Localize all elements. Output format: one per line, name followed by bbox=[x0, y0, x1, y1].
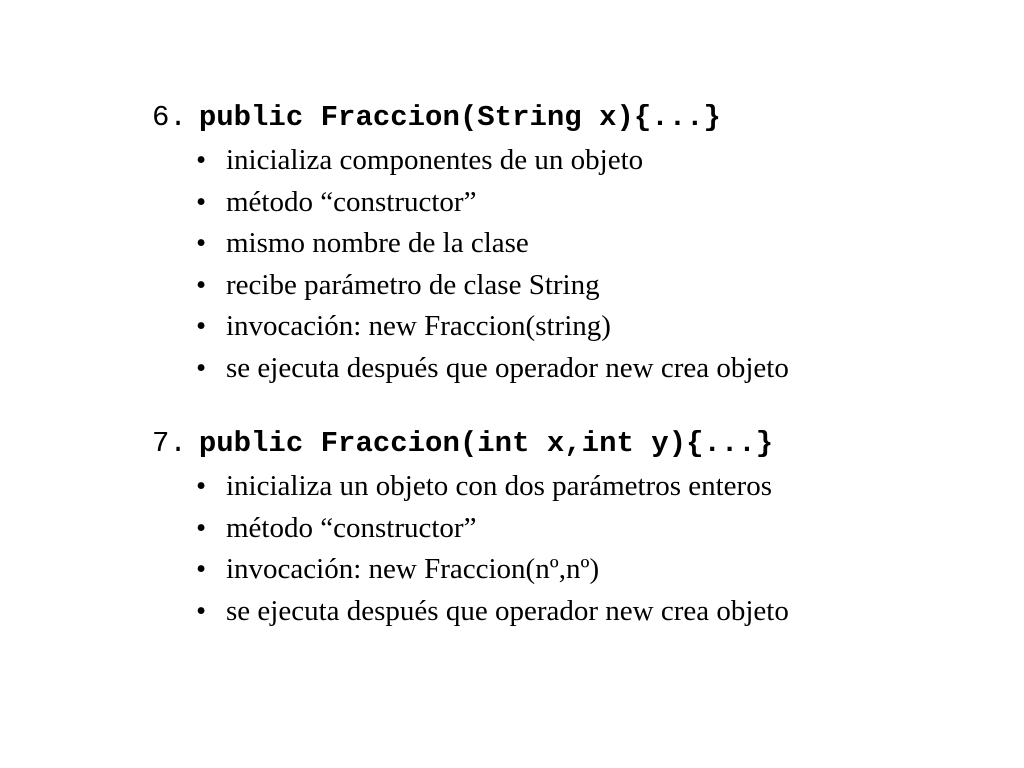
bullet-text: se ejecuta después que operador new crea objeto bbox=[226, 351, 789, 384]
section-number: 7. bbox=[152, 427, 187, 460]
bullet-item bbox=[152, 549, 789, 591]
bullet-item bbox=[152, 265, 789, 307]
bullet-text: inicializa un objeto con dos parámetros enteros bbox=[226, 470, 772, 502]
method-signature: public Fraccion(String x){...} bbox=[198, 101, 721, 134]
section-number: 6. bbox=[152, 101, 187, 134]
bullet-text: invocación: new Fraccion(string) bbox=[226, 310, 611, 343]
method-signature: public Fraccion(int x,int y){...} bbox=[198, 427, 774, 460]
bullet-icon: • bbox=[196, 310, 207, 343]
bullet-text: invocación: new Fraccion(nº,nº) bbox=[226, 553, 600, 586]
bullet-list bbox=[152, 140, 789, 390]
bullet-icon: • bbox=[196, 594, 207, 627]
bullet-icon: • bbox=[196, 227, 207, 260]
section-heading bbox=[152, 96, 789, 140]
bullet-icon: • bbox=[196, 470, 207, 502]
bullet-item bbox=[152, 348, 789, 390]
bullet-item bbox=[152, 466, 789, 508]
bullet-icon: • bbox=[196, 553, 207, 586]
bullet-text: método “constructor” bbox=[226, 511, 477, 544]
bullet-item bbox=[152, 508, 789, 550]
bullet-item bbox=[152, 306, 789, 348]
bullet-icon: • bbox=[196, 351, 207, 384]
bullet-list bbox=[152, 466, 789, 632]
section-constructor-int-int bbox=[152, 422, 789, 632]
bullet-item bbox=[152, 140, 789, 182]
bullet-text: mismo nombre de la clase bbox=[226, 227, 529, 260]
bullet-text: recibe parámetro de clase String bbox=[226, 268, 600, 301]
section-constructor-string bbox=[152, 96, 789, 390]
bullet-icon: • bbox=[196, 511, 207, 544]
bullet-icon: • bbox=[196, 144, 207, 176]
bullet-text: inicializa componentes de un objeto bbox=[226, 144, 644, 176]
bullet-item bbox=[152, 591, 789, 633]
bullet-icon: • bbox=[196, 185, 207, 218]
bullet-item bbox=[152, 223, 789, 265]
bullet-icon: • bbox=[196, 268, 207, 301]
bullet-item bbox=[152, 182, 789, 224]
bullet-text: se ejecuta después que operador new crea objeto bbox=[226, 594, 789, 627]
section-heading bbox=[152, 422, 789, 466]
bullet-text: método “constructor” bbox=[226, 185, 477, 218]
